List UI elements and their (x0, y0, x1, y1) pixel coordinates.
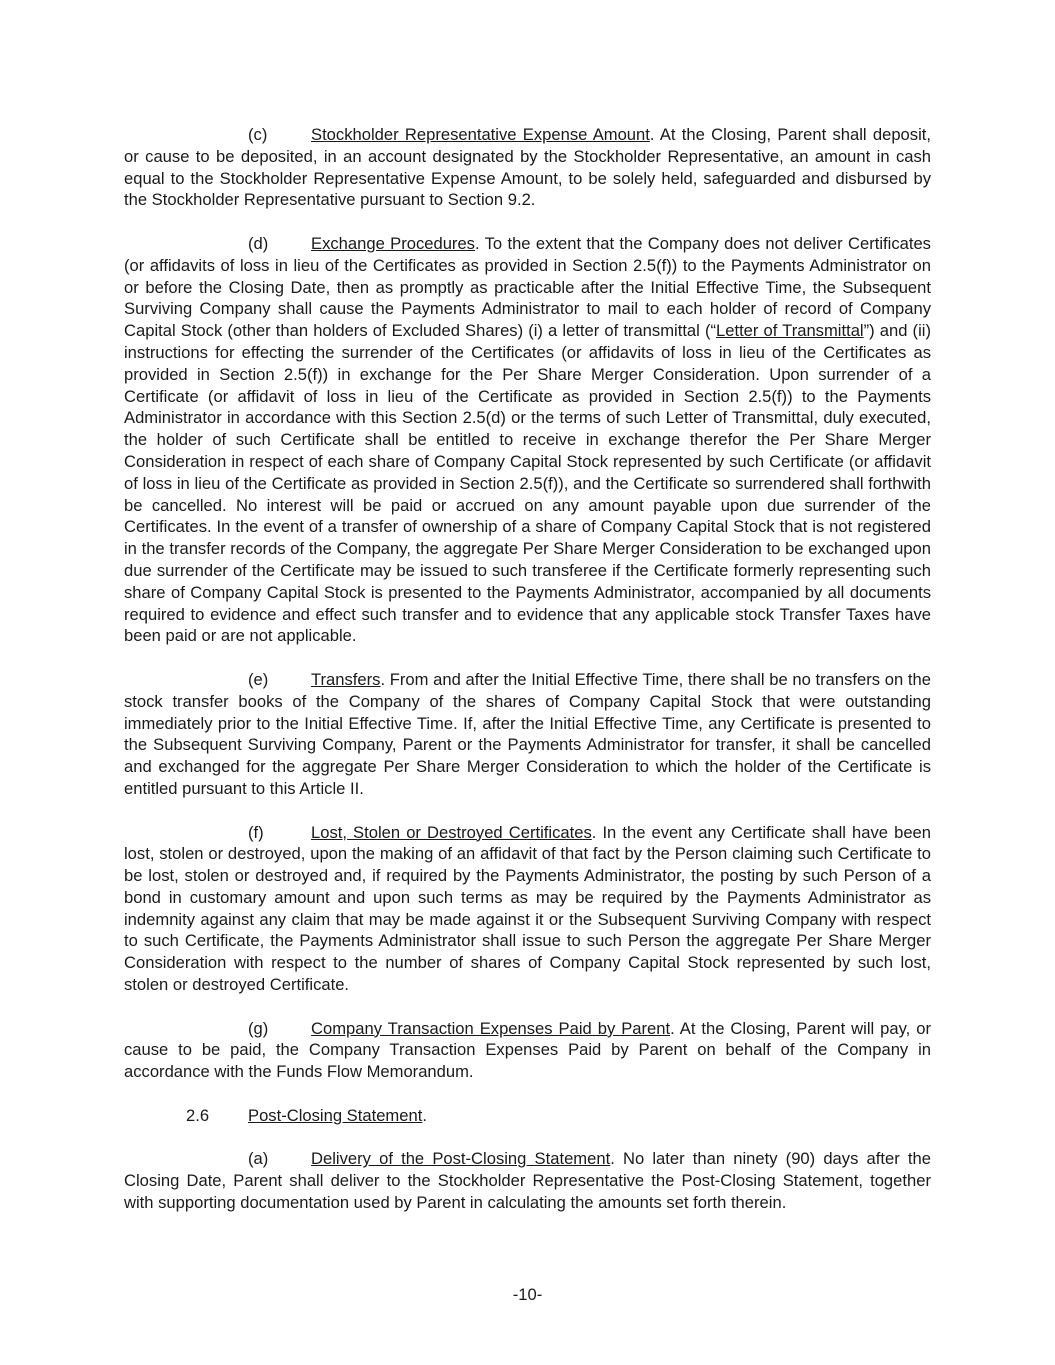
paragraph-title: Lost, Stolen or Destroyed Certificates (311, 822, 592, 842)
paragraph-2-6-a (124, 1148, 931, 1213)
section-heading-2-6 (124, 1105, 931, 1127)
paragraph-number: (f) (248, 822, 264, 842)
paragraph-body: . At the Closing, Parent shall deposit, or cause to be deposited, in an account designated by the Stockholder Representative, an amount in cash equal to the Stockholder Representative Expense Amount, to be solely held, safeguarded and disbursed by the Stockholder Representative pursuant to Section 9.2. (124, 125, 931, 210)
paragraph-number: (a) (248, 1149, 269, 1169)
paragraph-body-continued: ”) and (ii) instructions for effecting the surrender of the Certificates (or affidavits of loss in lieu of the Certificates as provided in Section 2.5(f)) in exchange for the Per Share Merger Consideration. Upon surrender of a Certificate (or affidavit of loss in lieu of the Certificate as provided in Section 2.5(f)) to the Payments Administrator in accordance with this Section 2.5(d) or the terms of such Letter of Transmittal, duly executed, the holder of such Certificate shall be entitled to receive in exchange therefor the Per Share Merger Consideration in respect of each share of Company Capital Stock represented by such Certificate (or affidavit of loss in lieu of the Certificate as provided in Section 2.5(f)), and the Certificate so surrendered shall forthwith be cancelled. No interest will be paid or accrued on any amount payable upon due surrender of the Certificates. In the event of a transfer of ownership of a share of Company Capital Stock that is not registered in the transfer records of the Company, the aggregate Per Share Merger Consideration to be exchanged upon due surrender of the Certificate may be issued to such transferee if the Certificate formerly representing such share of Company Capital Stock is presented to the Payments Administrator, accompanied by all documents required to evidence and effect such transfer and to evidence that any applicable stock Transfer Taxes have been paid or are not applicable. (124, 321, 931, 646)
paragraph-e (124, 669, 931, 800)
paragraph-c (124, 124, 931, 211)
paragraph-title: Delivery of the Post-Closing Statement (311, 1149, 611, 1169)
paragraph-title: Stockholder Representative Expense Amount (311, 125, 650, 144)
paragraph-title: Company Transaction Expenses Paid by Parent (311, 1018, 671, 1038)
paragraph-title: Transfers (311, 669, 381, 689)
section-title: Post-Closing Statement (248, 1105, 423, 1125)
paragraph-body: . In the event any Certificate shall have been lost, stolen or destroyed, upon the making of an affidavit of that fact by the Person claiming such Certificate to be lost, stolen or destroyed and, if required by the Payments Administrator, the posting by such Person of a bond in customary amount and upon such terms as may be required by the Payments Administrator as indemnity against any claim that may be made against it or the Subsequent Surviving Company with respect to such Certificate, the Payments Administrator shall issue to such Person the aggregate Per Share Merger Consideration with respect to the number of shares of Company Capital Stock represented by such lost, stolen or destroyed Certificate. (124, 822, 932, 995)
page-number: -10- (512, 1285, 543, 1304)
paragraph-body: . At the Closing, Parent will pay, or cause to be paid, the Company Transaction Expenses Paid by Parent on behalf of the Company in accordance with the Funds Flow Memorandum. (124, 1018, 932, 1082)
paragraph-g (124, 1018, 931, 1083)
section-title-period: . (422, 1105, 427, 1125)
paragraph-body: . From and after the Initial Effective Time, there shall be no transfers on the stock transfer books of the Company of the shares of Company Capital Stock that were outstanding immediately prior to the Initial Effective Time. If, after the Initial Effective Time, any Certificate is presented to the Subsequent Surviving Company, Parent or the Payments Administrator for transfer, it shall be cancelled and exchanged for the aggregate Per Share Merger Consideration to which the holder of the Certificate is entitled pursuant to this Article II. (124, 669, 931, 798)
paragraph-title: Exchange Procedures (311, 233, 475, 253)
paragraph-d (124, 233, 931, 647)
paragraph-body: . To the extent that the Company does not deliver Certificates (or affidavits of loss in lieu of the Certificates as provided in Section 2.5(f)) to the Payments Administrator on or before the Closing Date, then as promptly as practicable after the Initial Effective Time, the Subsequent Surviving Company shall cause the Payments Administrator to mail to each holder of record of Company Capital Stock (other than holders of Excluded Shares) (i) a letter of transmittal (“ (124, 233, 931, 341)
paragraph-number: (c) (248, 125, 268, 144)
paragraph-body: . No later than ninety (90) days after the Closing Date, Parent shall deliver to the Stockholder Representative the Post-Closing Statement, together with supporting documentation used by Parent in calculating the amounts set forth therein. (124, 1149, 931, 1213)
paragraph-f (124, 822, 931, 996)
defined-term: Letter of Transmittal (716, 321, 864, 341)
paragraph-number: (e) (248, 669, 269, 689)
paragraph-number: (d) (248, 233, 269, 253)
document-page (124, 124, 931, 1236)
section-number: 2.6 (186, 1105, 210, 1125)
paragraph-number: (g) (248, 1018, 269, 1038)
